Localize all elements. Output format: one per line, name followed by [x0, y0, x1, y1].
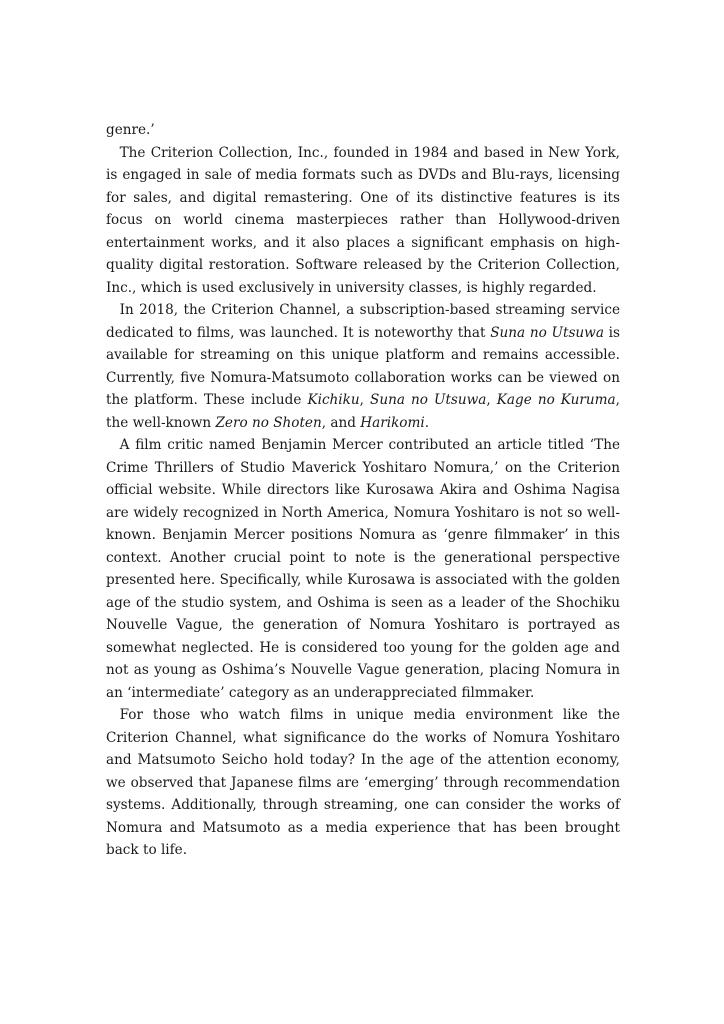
paragraph-text: ,	[359, 392, 371, 408]
film-title: Harikomi	[360, 414, 425, 431]
film-title: Kage no Kuruma	[496, 392, 616, 408]
paragraph-text: In 2018, the Criterion Channel, a subscription-based streaming service dedicated to films, was launched. It is noteworthy that	[106, 302, 620, 341]
paragraph-text: genre.’	[106, 122, 155, 138]
paragraph-text: The Criterion Collection, Inc., founded in 1984 and based in New York, is engaged in sale of media formats such as DVDs and Blu-rays, licensing for sales, and digital remastering. One of its distinctive features is its focus on world cinema masterpieces rather than Hollywood-driven entertainment works, and it also places a significant emphasis on high-quality digital restoration. Software released by the Criterion Collection, Inc., which is used exclusively in university classes, is highly regarded.	[106, 144, 620, 296]
paragraph-text: is available for streaming on this unique platform and remains accessible. Currently, five Nomura-Matsumoto collaboration works can be viewed on the platform. These include	[106, 324, 620, 408]
body-text	[106, 119, 620, 862]
paragraph-criterion-collection	[106, 142, 620, 300]
film-title: Suna no Utsuwa	[370, 392, 487, 408]
paragraph-text: , and	[321, 414, 361, 431]
film-title: Kichiku	[307, 392, 360, 408]
paragraph-continuation	[106, 119, 620, 142]
paragraph-text: A film critic named Benjamin Mercer contributed an article titled ‘The Crime Thrillers of Studio Maverick Yoshitaro Nomura,’ on the Criterion official website. While directors like Kurosawa Akira and Oshima Nagisa are widely recognized in North America, Nomura Yoshitaro is not so well-known. Benjamin Mercer positions Nomura as ‘genre filmmaker’ in this context. Another crucial point to note is the generational perspective presented here. Specifically, while Kurosawa is associated with the golden age of the studio system, and Oshima is seen as a leader of the Shochiku Nouvelle Vague, the generation of Nomura Yoshitaro is portrayed as somewhat neglected. He is considered too young for the golden age and not as young as Oshima’s Nouvelle Vague generation, placing Nomura in an ‘intermediate’ category as an underappreciated filmmaker.	[106, 437, 620, 701]
paragraph-benjamin-mercer	[106, 434, 620, 704]
paragraph-text: For those who watch films in unique media environment like the Criterion Channel, what significance do the works of Nomura Yoshitaro and Matsumoto Seicho hold today? In the age of the attention economy, we observed that Japanese films are ‘emerging’ through recommendation systems. Additionally, through streaming, one can consider the works of Nomura and Matsumoto as a media experience that has been brought back to life.	[106, 707, 620, 858]
paragraph-text: .	[424, 414, 430, 431]
film-title: Zero no Shoten	[215, 414, 322, 431]
paragraph-significance	[106, 704, 620, 862]
paragraph-text: ,	[486, 392, 497, 408]
paragraph-text: , the well-known	[106, 392, 620, 431]
paragraph-criterion-channel	[106, 299, 620, 434]
film-title: Suna no Utsuwa	[490, 324, 604, 341]
